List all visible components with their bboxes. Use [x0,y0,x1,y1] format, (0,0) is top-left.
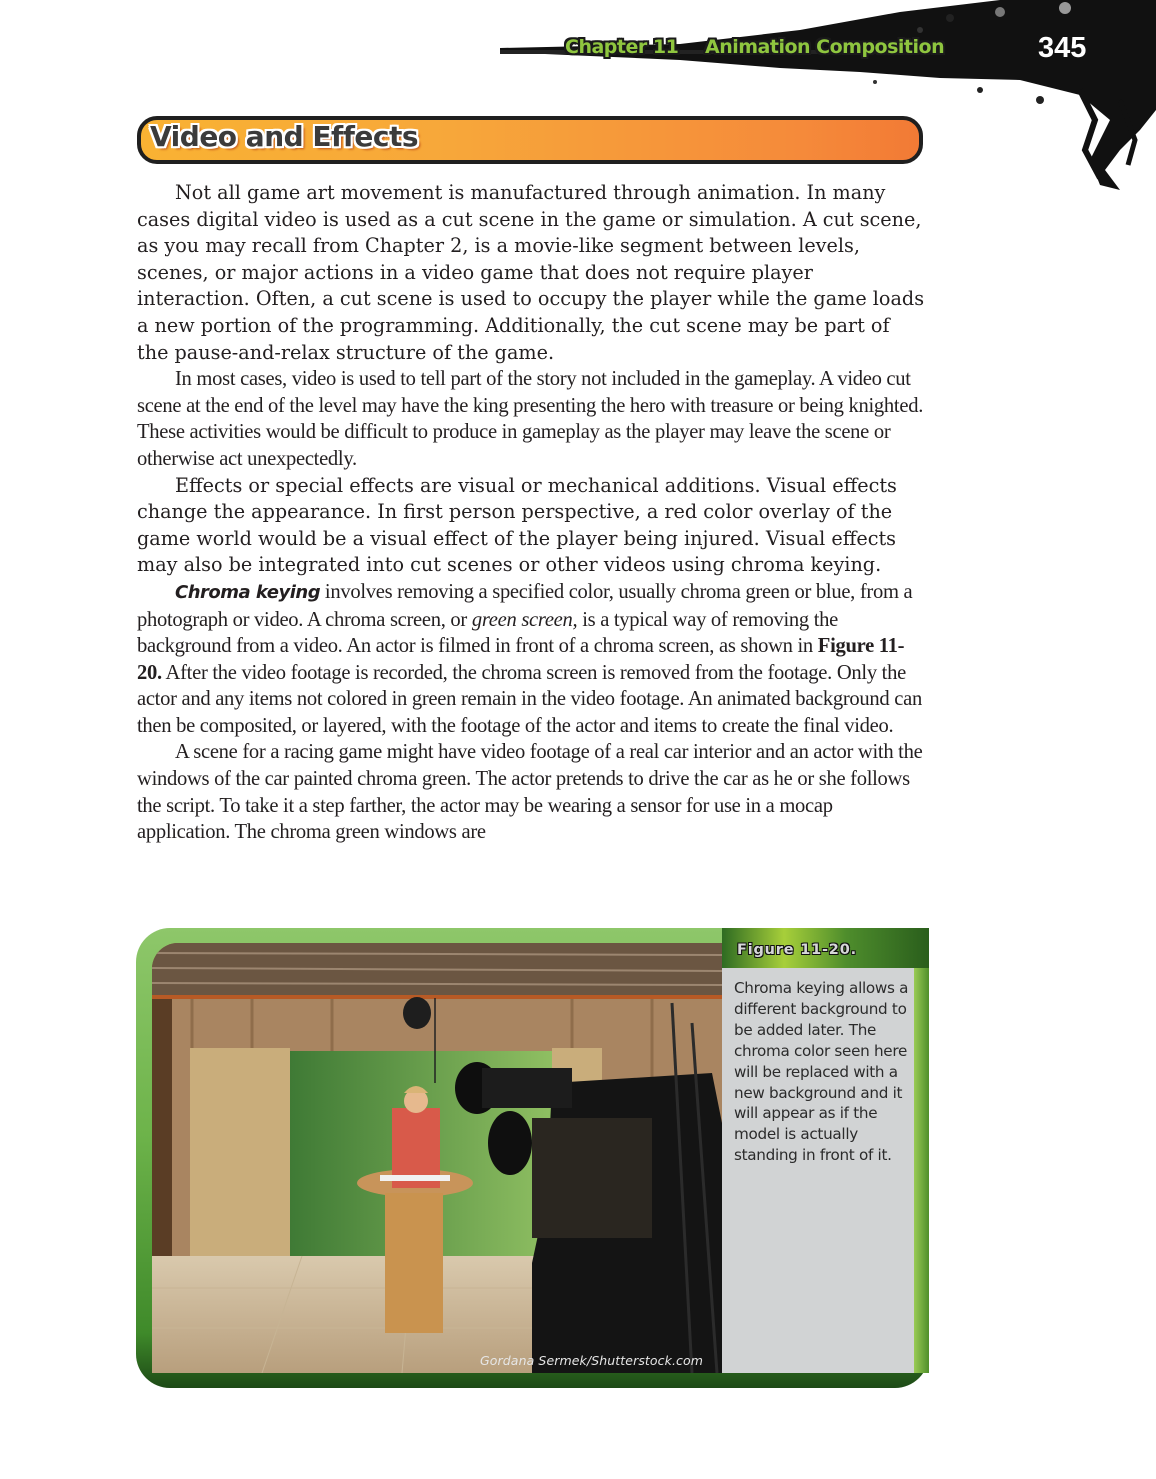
chapter-title: Animation Composition [705,36,945,58]
body-text [137,180,927,846]
chroma-studio-image [152,943,722,1373]
figure-photo [152,943,722,1373]
paragraph: Not all game art movement is manufactured through animation. In many cases digital video is used as a cut scene in the game or simulation. A cut scene, as you may recall from Chapter 2, is a movie-like segment between levels, scenes, or major actions in a video game that does not require player interaction. Often, a cut scene is used to occupy the player while the game loads a new portion of the programming. Additionally, the cut scene may be part of the pause-and-relax structure of the game. [137,181,925,364]
figure-label: Figure 11-20. [737,942,857,958]
chapter-number: Chapter 11 [565,36,679,58]
figure-caption-edge [914,968,929,1373]
emphasis-term: green screen, [471,608,578,631]
figure-reference: Figure 11-20. [137,635,905,684]
paragraph: Chroma keying involves removing a specified color, usually chroma green or blue, from a photograph or video. A chroma screen, or green screen, is a typical way of removing the background from a video. An actor is filmed in front of a chroma screen, as shown in Figure 11-20. After the video footage is recorded, the chroma screen is removed from the footage. Only the actor and any items not colored in green remain in the video footage. An animated background can then be composited, or layered, with the footage of the actor and items to create the final video. [137,580,922,737]
paragraph: In most cases, video is used to tell part of the story not included in the gameplay. A video cut scene at the end of the level may have the king presenting the hero with treasure or being knighted. These activities would be difficult to produce in gameplay as the player may leave the scene or otherwise act unexpectedly. [137,368,924,470]
figure-caption: Chroma keying allows a different background to be added later. The chroma color seen here will be replaced with a new background and it will appear as if the model is actually standing in front of it. [734,979,909,1165]
section-heading: Video and Effects [150,120,419,153]
paragraph: Effects or special effects are visual or mechanical additions. Visual effects change the appearance. In first person perspective, a red color overlay of the game world would be a visual effect of the player being injured. Visual effects may also be integrated into cut scenes or other videos using chroma keying. [137,473,897,577]
paragraph: A scene for a racing game might have video footage of a real car interior and an actor with the windows of the car painted chroma green. The actor pretends to drive the car as he or she follows the script. To take it a step farther, the actor may be wearing a sensor for use in a mocap application. The chroma green windows are [137,741,923,844]
photo-credit: Gordana Sermek/Shutterstock.com [480,1353,704,1368]
header-grunge-decoration [480,0,1156,200]
key-term: Chroma keying [175,581,321,603]
page-number: 345 [1038,32,1087,64]
